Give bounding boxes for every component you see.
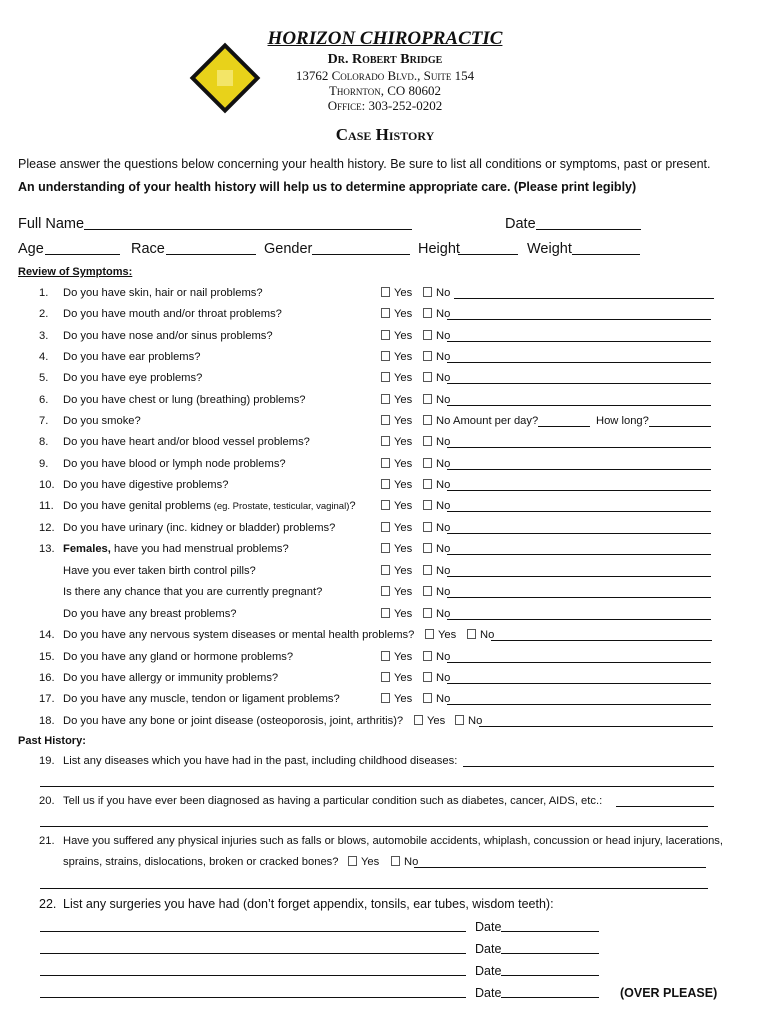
review-heading: Review of Symptoms: xyxy=(18,266,133,278)
q20-text: Tell us if you have ever been diagnosed as having a particular condition such as diabetes, cancer, AIDS, etc.: xyxy=(63,795,603,807)
explanation-input[interactable] xyxy=(447,683,711,684)
yes-checkbox[interactable]: Yes xyxy=(381,415,412,427)
q22-number: 22. xyxy=(39,897,57,911)
no-checkbox[interactable]: No xyxy=(423,565,450,577)
no-checkbox[interactable]: No xyxy=(423,651,450,663)
weight-input[interactable] xyxy=(572,254,640,255)
checkbox-icon xyxy=(423,500,432,510)
yes-label: Yes xyxy=(361,856,380,868)
question-number: 11. xyxy=(39,500,54,512)
checkbox-icon xyxy=(391,856,400,866)
question-row xyxy=(0,394,770,412)
explanation-input[interactable] xyxy=(447,362,711,363)
question-number: 6. xyxy=(39,394,49,406)
no-checkbox[interactable]: No xyxy=(467,629,494,641)
surgery-input[interactable] xyxy=(40,997,466,998)
no-checkbox[interactable]: No xyxy=(423,351,450,363)
no-checkbox[interactable]: No xyxy=(423,458,450,470)
q19-text: List any diseases which you have had in the past, including childhood diseases: xyxy=(63,755,458,767)
checkbox-icon xyxy=(381,586,390,596)
surgery-date-label: Date xyxy=(475,986,502,1000)
no-checkbox[interactable]: No xyxy=(423,415,450,427)
checkbox-icon xyxy=(423,458,432,468)
checkbox-icon xyxy=(423,608,432,618)
surgery-date-input[interactable] xyxy=(501,997,599,998)
checkbox-icon xyxy=(381,543,390,553)
checkbox-icon xyxy=(455,715,464,725)
question-text: Females, have you had menstrual problems? xyxy=(63,543,289,555)
checkbox-icon xyxy=(423,565,432,575)
question-row xyxy=(0,500,770,518)
checkbox-icon xyxy=(423,415,432,425)
office-phone: Office: 303-252-0202 xyxy=(327,98,443,113)
checkbox-icon xyxy=(381,672,390,682)
checkbox-icon xyxy=(381,394,390,404)
question-row xyxy=(0,522,770,540)
yes-checkbox[interactable]: Yes xyxy=(381,458,412,470)
question-text: Do you have blood or lymph node problems? xyxy=(63,458,286,470)
question-number: 7. xyxy=(39,415,49,427)
question-text: Do you have mouth and/or throat problems? xyxy=(63,308,282,320)
no-checkbox[interactable]: No xyxy=(423,522,450,534)
explanation-input[interactable] xyxy=(454,298,714,299)
question-number: 10. xyxy=(39,479,55,491)
checkbox-icon xyxy=(423,436,432,446)
checkbox-icon xyxy=(381,372,390,382)
checkbox-icon xyxy=(381,565,390,575)
question-row xyxy=(0,715,770,733)
question-row xyxy=(0,351,770,369)
how-long-field[interactable]: How long? xyxy=(596,415,711,427)
yes-checkbox[interactable]: Yes xyxy=(381,500,412,512)
surgery-date-input[interactable] xyxy=(501,975,599,976)
height-label: Height xyxy=(418,241,460,257)
checkbox-icon xyxy=(381,351,390,361)
q21-number: 21. xyxy=(39,835,55,847)
yes-checkbox[interactable]: Yes xyxy=(381,586,412,598)
question-row xyxy=(0,415,770,433)
q19-input-line-2[interactable] xyxy=(40,786,714,787)
checkbox-icon xyxy=(381,308,390,318)
explanation-input[interactable] xyxy=(447,319,711,320)
checkbox-icon xyxy=(381,330,390,340)
checkbox-icon xyxy=(381,693,390,703)
checkbox-icon xyxy=(423,308,432,318)
checkbox-icon xyxy=(423,394,432,404)
no-checkbox[interactable]: No xyxy=(423,586,450,598)
surgery-input[interactable] xyxy=(40,953,466,954)
doctor-name: Dr. Robert Bridge xyxy=(327,52,443,67)
question-text: Do you have any gland or hormone problems? xyxy=(63,651,294,663)
no-checkbox[interactable]: No xyxy=(423,330,450,342)
explanation-input[interactable] xyxy=(447,533,711,534)
question-text: Do you have eye problems? xyxy=(63,372,203,384)
gender-label: Gender xyxy=(264,241,313,257)
checkbox-icon xyxy=(348,856,357,866)
checkbox-icon xyxy=(425,629,434,639)
question-text: Do you have nose and/or sinus problems? xyxy=(63,330,273,342)
question-text: Do you have any breast problems? xyxy=(63,608,237,620)
surgery-date-input[interactable] xyxy=(501,931,599,932)
intro-instructions: Please answer the questions below concerning your health history. Be sure to list all conditions or symptoms, past or present. xyxy=(18,157,711,171)
yes-checkbox[interactable]: Yes xyxy=(381,394,412,406)
no-checkbox[interactable]: No xyxy=(423,372,450,384)
explanation-input[interactable] xyxy=(447,662,711,663)
checkbox-icon xyxy=(423,522,432,532)
question-row xyxy=(0,586,770,604)
checkbox-icon xyxy=(423,330,432,340)
checkbox-icon xyxy=(414,715,423,725)
no-checkbox[interactable]: No xyxy=(423,308,450,320)
question-row xyxy=(0,651,770,669)
yes-checkbox[interactable]: Yes xyxy=(381,543,412,555)
form-title: Case History xyxy=(335,125,435,144)
question-text: Do you have genital problems (eg. Prostate, testicular, vaginal)? xyxy=(63,500,356,512)
question-number: 8. xyxy=(39,436,49,448)
yes-checkbox[interactable]: Yes xyxy=(381,608,412,620)
checkbox-icon xyxy=(423,351,432,361)
clinic-name: HORIZON CHIROPRACTIC xyxy=(267,28,503,49)
past-history-heading: Past History: xyxy=(18,735,86,747)
yes-checkbox[interactable]: Yes xyxy=(381,372,412,384)
surgery-input[interactable] xyxy=(40,931,466,932)
age-input[interactable] xyxy=(45,254,120,255)
race-input[interactable] xyxy=(166,254,256,255)
explanation-input[interactable] xyxy=(447,704,711,705)
question-text: Do you have any muscle, tendon or ligament problems? xyxy=(63,693,340,705)
yes-checkbox[interactable]: Yes xyxy=(381,351,412,363)
no-checkbox[interactable]: No xyxy=(423,608,450,620)
yes-checkbox[interactable]: Yes xyxy=(381,672,412,684)
address-line-2: Thornton, CO 80602 xyxy=(328,83,442,98)
question-text: Do you have skin, hair or nail problems? xyxy=(63,287,263,299)
q19-input[interactable] xyxy=(463,766,714,767)
checkbox-icon xyxy=(381,287,390,297)
yes-checkbox[interactable]: Yes xyxy=(381,330,412,342)
explanation-input[interactable] xyxy=(447,383,711,384)
explanation-input[interactable] xyxy=(447,490,711,491)
no-checkbox[interactable]: No xyxy=(423,543,450,555)
explanation-input[interactable] xyxy=(447,554,711,555)
explanation-input[interactable] xyxy=(447,511,711,512)
question-text: Do you have ear problems? xyxy=(63,351,201,363)
date-input[interactable] xyxy=(536,229,641,230)
explanation-input[interactable] xyxy=(491,640,712,641)
no-checkbox[interactable]: No xyxy=(423,287,450,299)
no-checkbox[interactable]: No xyxy=(423,436,450,448)
question-text: Is there any chance that you are currently pregnant? xyxy=(63,586,323,598)
checkbox-icon xyxy=(381,479,390,489)
checkbox-icon xyxy=(381,608,390,618)
height-input[interactable] xyxy=(458,254,518,255)
question-row xyxy=(0,479,770,497)
question-text: Do you smoke? xyxy=(63,415,141,427)
question-row xyxy=(0,330,770,348)
q19-number: 19. xyxy=(39,755,55,767)
full-name-label: Full Name xyxy=(18,216,85,232)
question-number: 15. xyxy=(39,651,55,663)
surgery-date-label: Date xyxy=(475,964,502,978)
amount-per-day-field[interactable]: Amount per day? xyxy=(453,415,590,427)
no-checkbox[interactable]: No xyxy=(423,479,450,491)
checkbox-icon xyxy=(381,436,390,446)
checkbox-icon xyxy=(423,672,432,682)
checkbox-icon xyxy=(467,629,476,639)
q21-text: Have you suffered any physical injuries such as falls or blows, automobile accidents, whiplash, concussion or head injury, lacerations, xyxy=(63,835,723,847)
explanation-input[interactable] xyxy=(447,469,711,470)
surgery-date-input[interactable] xyxy=(501,953,599,954)
gender-input[interactable] xyxy=(312,254,410,255)
question-number: 5. xyxy=(39,372,49,384)
weight-label: Weight xyxy=(527,241,572,257)
question-text: Do you have chest or lung (breathing) problems? xyxy=(63,394,306,406)
question-row xyxy=(0,543,770,561)
q21-text-cont: sprains, strains, dislocations, broken or cracked bones? xyxy=(63,856,339,868)
full-name-input[interactable] xyxy=(84,229,412,230)
question-row xyxy=(0,287,770,305)
question-number: 17. xyxy=(39,693,55,705)
explanation-input[interactable] xyxy=(447,405,711,406)
age-label: Age xyxy=(18,241,44,257)
q20-input-line-2[interactable] xyxy=(40,826,708,827)
checkbox-icon xyxy=(423,479,432,489)
question-row xyxy=(0,308,770,326)
yes-checkbox[interactable]: Yes xyxy=(425,629,456,641)
surgery-input[interactable] xyxy=(40,975,466,976)
checkbox-icon xyxy=(381,651,390,661)
q20-input[interactable] xyxy=(616,806,714,807)
question-row xyxy=(0,629,770,647)
explanation-input[interactable] xyxy=(479,726,713,727)
question-text: Do you have urinary (inc. kidney or bladder) problems? xyxy=(63,522,336,534)
amount-per-day-input[interactable] xyxy=(538,415,590,427)
no-checkbox[interactable]: No xyxy=(423,672,450,684)
no-checkbox[interactable]: No xyxy=(455,715,482,727)
surgery-date-label: Date xyxy=(475,942,502,956)
question-text: Have you ever taken birth control pills? xyxy=(63,565,256,577)
how-long-input[interactable] xyxy=(649,415,711,427)
yes-checkbox[interactable]: Yes xyxy=(381,308,412,320)
yes-checkbox[interactable]: Yes xyxy=(381,565,412,577)
checkbox-icon xyxy=(381,500,390,510)
race-label: Race xyxy=(131,241,165,257)
question-number: 18. xyxy=(39,715,55,727)
question-number: 3. xyxy=(39,330,49,342)
question-number: 1. xyxy=(39,287,49,299)
yes-checkbox[interactable]: Yes xyxy=(381,479,412,491)
q22-text: List any surgeries you have had (don’t forget appendix, tonsils, ear tubes, wisdom teeth): xyxy=(63,897,554,911)
question-text: Do you have digestive problems? xyxy=(63,479,229,491)
q21-input-line-2[interactable] xyxy=(40,888,708,889)
explanation-input[interactable] xyxy=(447,576,711,577)
question-row xyxy=(0,436,770,454)
question-text: Do you have allergy or immunity problems? xyxy=(63,672,279,684)
explanation-input[interactable] xyxy=(447,619,711,620)
checkbox-icon xyxy=(381,415,390,425)
checkbox-icon xyxy=(381,458,390,468)
question-number: 9. xyxy=(39,458,49,470)
question-row xyxy=(0,608,770,626)
intro-note: An understanding of your health history will help us to determine appropriate care. (Please print legibly) xyxy=(18,180,637,194)
yes-checkbox[interactable]: Yes xyxy=(381,287,412,299)
question-row xyxy=(0,565,770,583)
question-number: 12. xyxy=(39,522,55,534)
explanation-input[interactable] xyxy=(447,341,711,342)
address-line-1: 13762 Colorado Blvd., Suite 154 xyxy=(295,68,475,83)
question-number: 13. xyxy=(39,543,55,555)
no-checkbox[interactable]: No xyxy=(423,394,450,406)
no-checkbox[interactable]: No xyxy=(423,693,450,705)
yes-checkbox[interactable]: Yes xyxy=(414,715,445,727)
q21-input[interactable] xyxy=(414,867,706,868)
q20-number: 20. xyxy=(39,795,55,807)
question-row xyxy=(0,693,770,711)
checkbox-icon xyxy=(423,287,432,297)
question-row xyxy=(0,372,770,390)
checkbox-icon xyxy=(381,522,390,532)
checkbox-icon xyxy=(423,586,432,596)
date-label: Date xyxy=(505,216,536,232)
yes-checkbox[interactable]: Yes xyxy=(381,436,412,448)
question-text: Do you have any nervous system diseases or mental health problems? xyxy=(63,629,415,641)
yes-checkbox[interactable]: Yes xyxy=(381,522,412,534)
checkbox-icon xyxy=(423,543,432,553)
explanation-input[interactable] xyxy=(447,447,711,448)
checkbox-icon xyxy=(423,372,432,382)
question-row xyxy=(0,458,770,476)
question-row xyxy=(0,672,770,690)
question-text: Do you have any bone or joint disease (osteoporosis, joint, arthritis)? xyxy=(63,715,404,727)
no-label: No xyxy=(404,856,419,868)
question-number: 16. xyxy=(39,672,55,684)
explanation-input[interactable] xyxy=(447,597,711,598)
question-number: 2. xyxy=(39,308,49,320)
q21-yes-checkbox[interactable] xyxy=(348,856,379,868)
yes-checkbox[interactable]: Yes xyxy=(381,693,412,705)
question-number: 4. xyxy=(39,351,49,363)
no-checkbox[interactable]: No xyxy=(423,500,450,512)
checkbox-icon xyxy=(423,693,432,703)
over-please-note: (OVER PLEASE) xyxy=(620,986,718,1000)
question-number: 14. xyxy=(39,629,55,641)
question-text: Do you have heart and/or blood vessel problems? xyxy=(63,436,310,448)
checkbox-icon xyxy=(423,651,432,661)
yes-checkbox[interactable]: Yes xyxy=(381,651,412,663)
surgery-date-label: Date xyxy=(475,920,502,934)
